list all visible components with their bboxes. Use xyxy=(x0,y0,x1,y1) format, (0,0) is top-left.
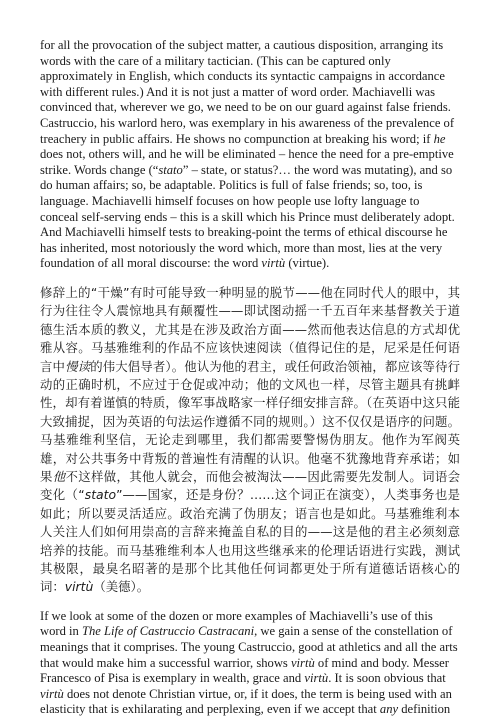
italic-run: virtù xyxy=(304,671,329,686)
italic-run: The Life of Castruccio Castracani xyxy=(81,624,255,639)
italic-run: virtù xyxy=(64,579,94,595)
text-run: If we look at some of the dozen or more examples of Machiavelli’s use of this word in xyxy=(40,608,433,639)
italic-run: virtù xyxy=(261,256,286,271)
text-run: 不这样做，其他人就会，而他会被淘汰——因此需要先发制人。词语会变化（“ xyxy=(40,468,461,503)
text-run: 的伟大倡导者）。他认为他的君主，或任何政治领袖，都应该等待行动的正确时机，不应过于仓促或冲动；他的文风也一样，尽管主题具有挑衅性，却有着谨慎的特质，像军事战略家一样仔细安排言辞。（在英语中这只能大致捕捉，因为英语的句法运作遵循不同的规则。）这不仅仅是语序的问题。马基雅维利坚信，无论走到哪里，我们都需要警惕伪朋友。他作为军阀英雄，对公共事务中背叛的普遍性有清醒的认识。他毫不犹豫地背弃承诺；如果 xyxy=(40,358,461,484)
text-run: ”——国家，还是身份？……这个词正在演变），人类事务也是如此；所以要灵活适应。政治充满了伪朋友；语言也是如此。马基雅维利本人关注人们如何用崇高的言辞来掩盖自私的目的——这是他的君主必须刻意培养的技能。而马基雅维利本人也用这些继承来的伦理话语进行实践，测试其极限，最臭名昭著的是那个比其他任何词都更处于所有道德话语核心的词： xyxy=(40,487,460,595)
italic-run: stato xyxy=(158,162,183,177)
text-run: does not, others will, and he will be eliminated – hence the need for a pre-emptive strike. Words change (“ xyxy=(40,147,454,177)
text-run: (virtue). xyxy=(285,256,330,271)
paragraph-chinese-translation xyxy=(40,284,460,597)
text-run: for all the provocation of the subject matter, a cautious disposition, arranging its words with the care of a military tactician. (This can be captured only approximately in English, which conducts its syntactic campaigns in accordance with different rules.) And it is not just a matter of word order. Machiavelli was convinced that, wherever we go, we need to be on our guard against false friends. Castruccio, his warlord hero, was exemplary in his awareness of the prevalence of treachery in public affairs. He shows no compunction at breaking his word; if xyxy=(40,38,455,146)
text-run: 修辞上的“干燥”有时可能导致一种明显的脱节——他在同时代人的眼中，其行为往往令人震惊地具有颠覆性——即试图动摇一千五百年来基督教关于道德生活本质的教义，尤其是在涉及政治方面——然而他表达信息的方式却优雅从容。马基雅维利的作品不应该快速阅读（值得记住的是，尼采是任何语言中 xyxy=(40,284,460,374)
text-run: , we gain a sense of the constellation of meanings that it comprises. The young Castruccio, good at athletics and all the arts that would make him a successful warrior, shows xyxy=(40,624,458,670)
paragraph-english-2 xyxy=(40,609,460,718)
text-run: of mind and body. Messer Francesco of Pisa is exemplary in wealth, grace and xyxy=(40,655,449,686)
text-run: ” – state, or status?… the word was mutating), and so do human affairs; so, be adaptable. Politics is full of false friends; so, too, is language. Machiavelli himself focuses on how people use lofty language to conceal self-serving ends – this is a skill which his Prince must deliberately adopt. And Machiavelli himself tests to breaking-point the terms of ethical discourse he has inherited, most notoriously the word which, more than most, lies at the very foundation of all moral discourse: the word xyxy=(40,162,455,271)
text-run: does not denote Christian virtue, or, if it does, the term is being used with an elasticity that is exhilarating and perplexing, even if we accept that xyxy=(40,686,452,717)
italic-run: virtù xyxy=(40,686,64,701)
italic-run: he xyxy=(433,131,446,146)
text-run: . It is soon obvious that xyxy=(328,671,446,686)
text-run: （美德）。 xyxy=(93,579,150,595)
italic-run: 慢读 xyxy=(65,358,91,374)
italic-run: any xyxy=(379,702,399,717)
italic-run: virtù xyxy=(290,655,315,670)
text-run: definition xyxy=(398,702,451,717)
paragraph-english-1 xyxy=(40,38,460,272)
italic-run: stato xyxy=(84,487,117,503)
italic-run: 他 xyxy=(52,468,66,484)
